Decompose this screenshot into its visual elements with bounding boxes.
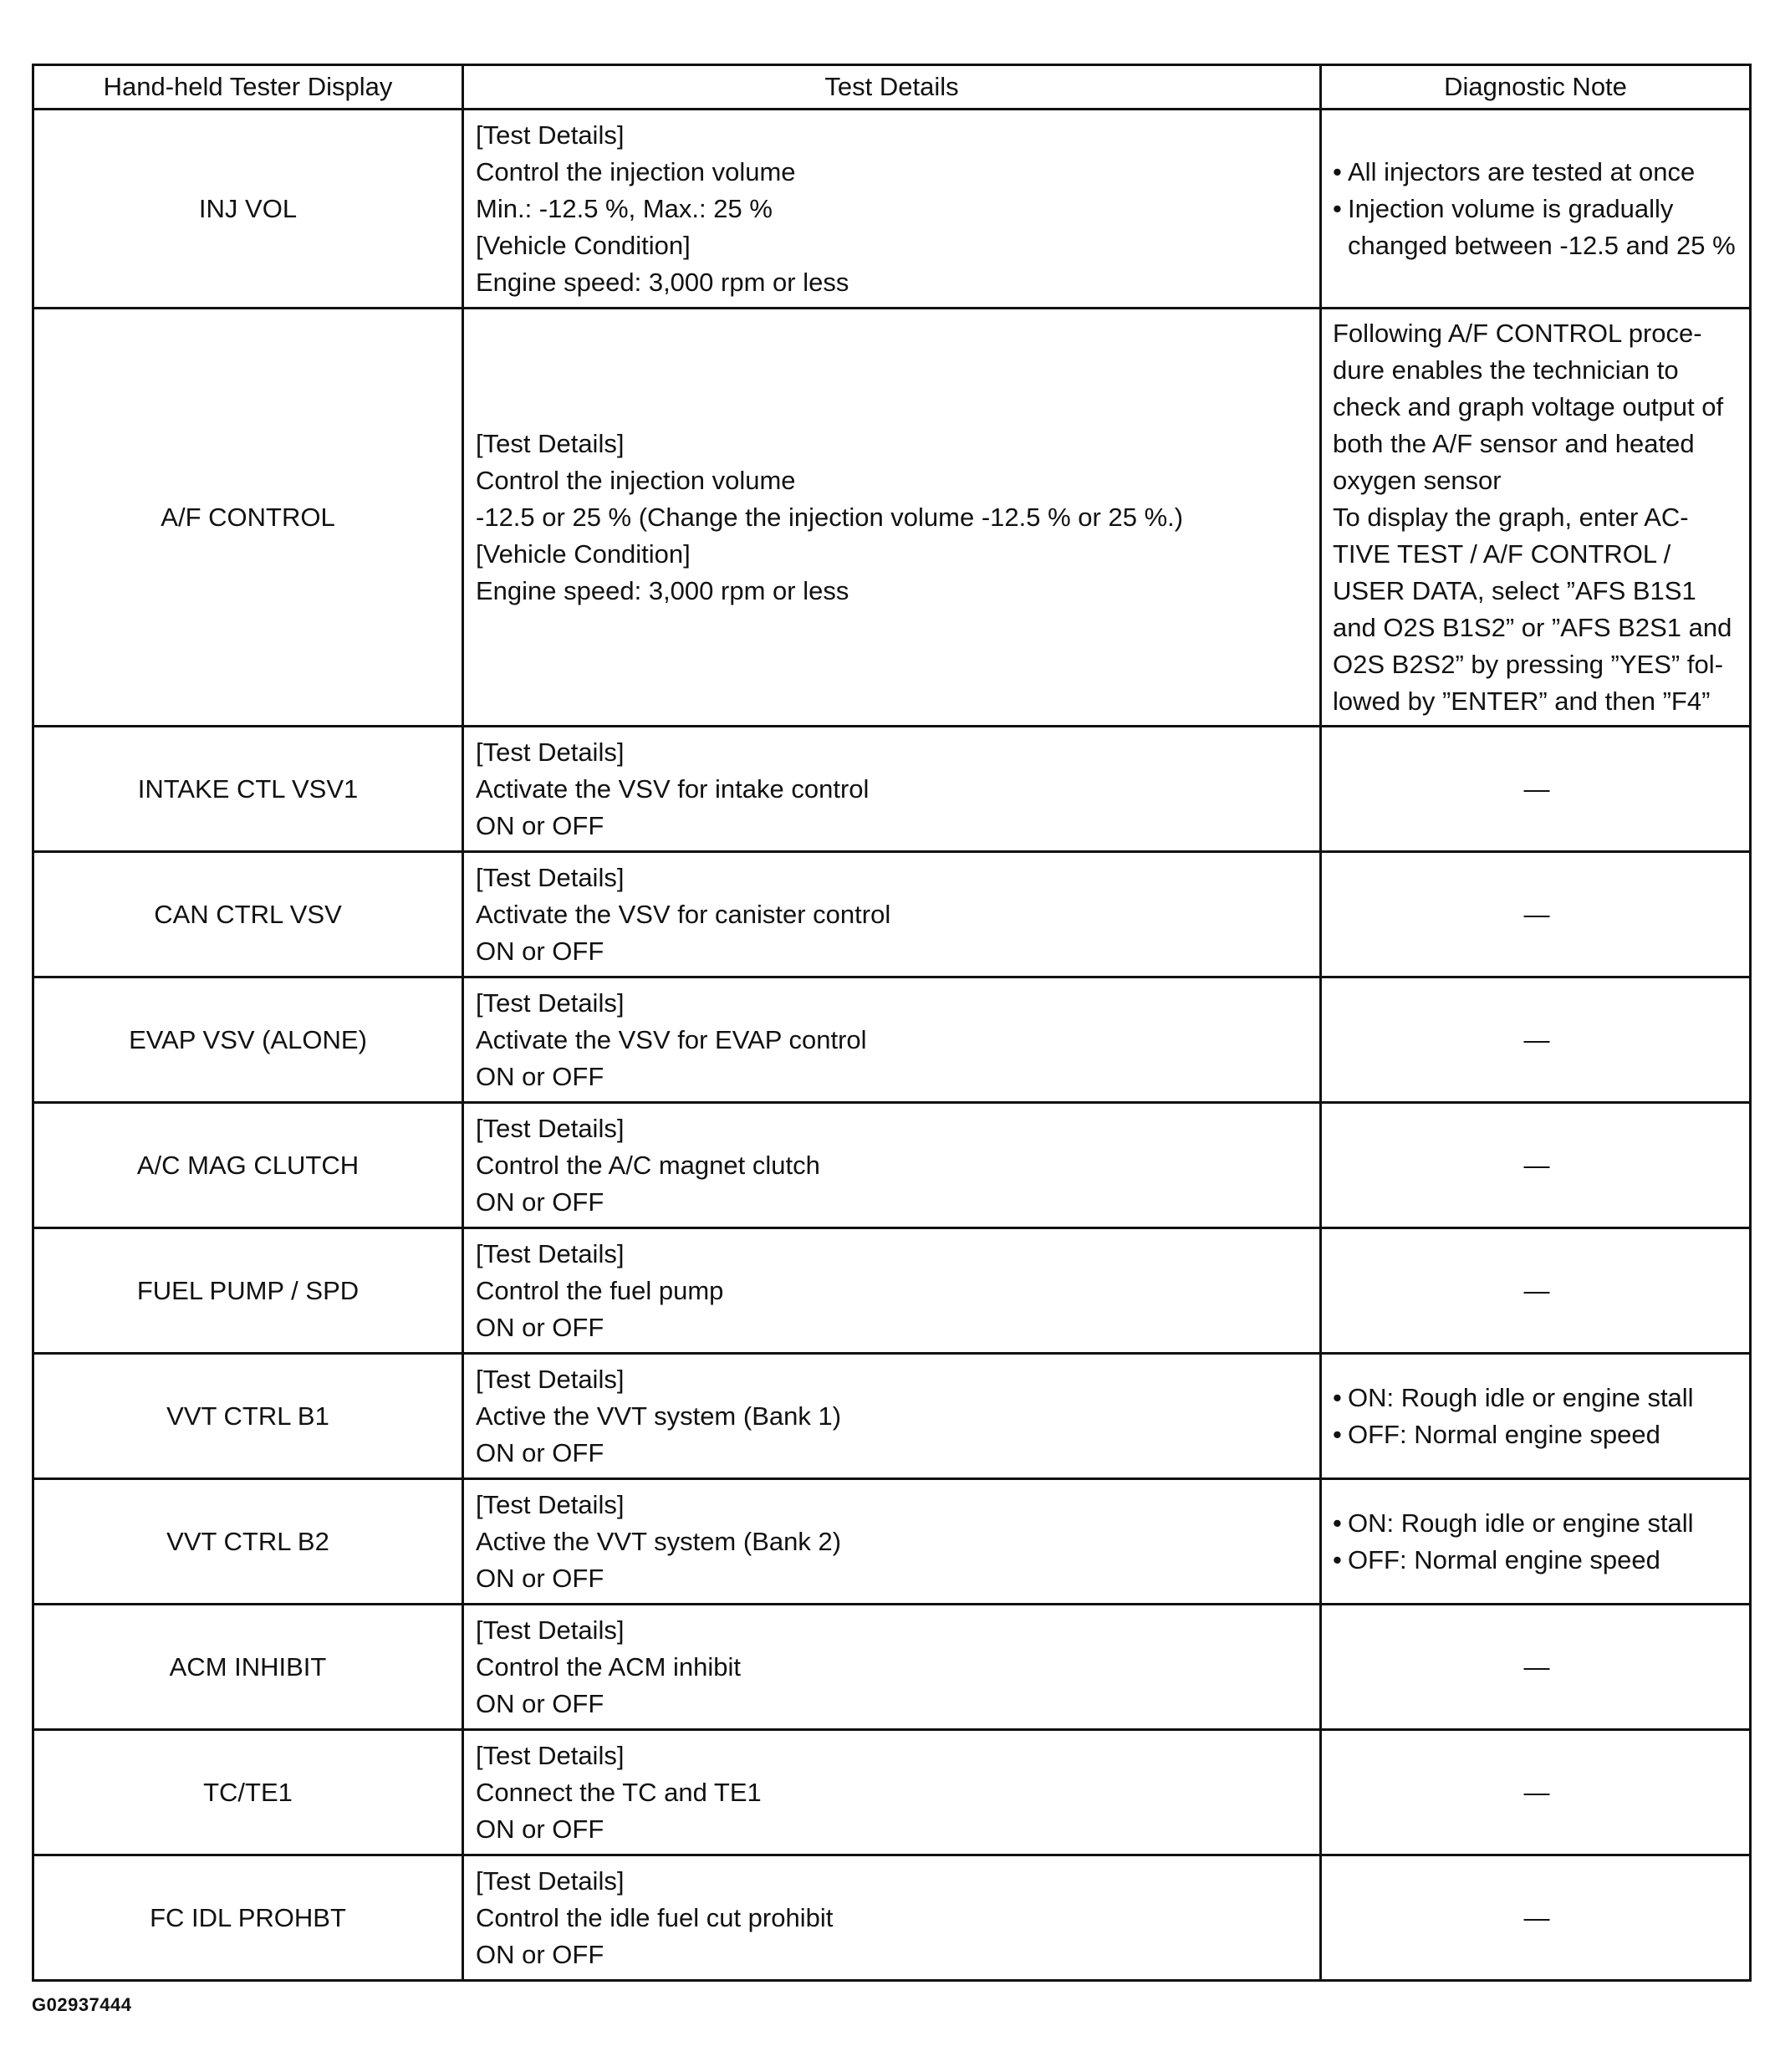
test-details-line: [Vehicle Condition] <box>476 538 691 569</box>
test-details-line: [Test Details] <box>476 1489 625 1519</box>
header-diagnostic-note: Diagnostic Note <box>1321 65 1751 110</box>
empty-note-dash: — <box>1523 1902 1550 1932</box>
empty-note-dash: — <box>1523 1024 1550 1054</box>
table-row <box>33 1730 1751 1855</box>
table-row <box>33 977 1751 1103</box>
diagnostic-note-line: dure enables the technician to <box>1333 355 1679 385</box>
test-details-cell <box>463 309 1321 727</box>
diagnostic-note-item: • OFF: Normal engine speed <box>1333 1416 1741 1453</box>
tester-display-cell: TC/TE1 <box>33 1730 463 1855</box>
test-details-line: ON or OFF <box>476 1312 604 1342</box>
table-row <box>33 1103 1751 1228</box>
test-details-cell <box>463 727 1321 852</box>
test-details-line: Control the idle fuel cut prohibit <box>476 1902 834 1932</box>
test-details-cell <box>463 1103 1321 1228</box>
test-details-line: Min.: -12.5 %, Max.: 25 % <box>476 193 773 223</box>
table-row <box>33 1605 1751 1730</box>
tester-display-cell: VVT CTRL B1 <box>33 1354 463 1479</box>
test-details-line: Control the fuel pump <box>476 1275 724 1305</box>
diagnostic-note-cell <box>1321 110 1751 309</box>
tester-display-cell: FUEL PUMP / SPD <box>33 1228 463 1354</box>
test-details-line: [Test Details] <box>476 1740 625 1770</box>
tester-display-cell: VVT CTRL B2 <box>33 1479 463 1605</box>
test-details-cell <box>463 1605 1321 1730</box>
tester-display-cell: FC IDL PROHBT <box>33 1855 463 1981</box>
table-row <box>33 1354 1751 1479</box>
test-details-line: ON or OFF <box>476 1437 604 1467</box>
test-details-line: Activate the VSV for canister control <box>476 899 891 929</box>
empty-note-dash: — <box>1523 1777 1550 1807</box>
test-details-line: ON or OFF <box>476 1939 604 1969</box>
active-test-table <box>32 64 1752 1982</box>
test-details-line: [Test Details] <box>476 428 625 458</box>
table-row <box>33 852 1751 977</box>
diagnostic-note-line: O2S B2S2” by pressing ”YES” fol- <box>1333 649 1723 679</box>
diagnostic-note-item: • ON: Rough idle or engine stall <box>1333 1380 1741 1416</box>
test-details-line: ON or OFF <box>476 1187 604 1217</box>
test-details-line: [Vehicle Condition] <box>476 230 691 260</box>
empty-note-dash: — <box>1523 1275 1550 1305</box>
table-row <box>33 1855 1751 1981</box>
empty-note-dash: — <box>1523 1150 1550 1180</box>
header-tester-display: Hand-held Tester Display <box>33 65 463 110</box>
test-details-line: ON or OFF <box>476 1563 604 1593</box>
table-row <box>33 110 1751 309</box>
tester-display-cell: A/C MAG CLUTCH <box>33 1103 463 1228</box>
test-details-cell <box>463 1354 1321 1479</box>
diagnostic-note-line: lowed by ”ENTER” and then ”F4” <box>1333 686 1711 716</box>
test-details-line: Active the VVT system (Bank 2) <box>476 1526 842 1556</box>
diagnostic-note-line: oxygen sensor <box>1333 465 1502 495</box>
diagnostic-note-cell <box>1321 977 1751 1103</box>
table-row <box>33 1228 1751 1354</box>
figure-id: G02937444 <box>32 1994 132 2015</box>
empty-note-dash: — <box>1523 773 1550 804</box>
test-details-line: Engine speed: 3,000 rpm or less <box>476 267 849 297</box>
diagnostic-note-cell <box>1321 1605 1751 1730</box>
diagnostic-note-cell <box>1321 1855 1751 1981</box>
diagnostic-note-item: • All injectors are tested at once <box>1333 154 1741 191</box>
test-details-line: -12.5 or 25 % (Change the injection volume -12.5 % or 25 %.) <box>476 502 1184 532</box>
empty-note-dash: — <box>1523 1651 1550 1682</box>
diagnostic-note-line: USER DATA, select ”AFS B1S1 <box>1333 575 1696 605</box>
diagnostic-note-line: Following A/F CONTROL proce- <box>1333 318 1702 348</box>
test-details-line: [Test Details] <box>476 1615 625 1645</box>
test-details-line: Control the injection volume <box>476 156 796 186</box>
diagnostic-note-line: TIVE TEST / A/F CONTROL / <box>1333 538 1671 569</box>
diagnostic-note-cell <box>1321 1479 1751 1605</box>
diagnostic-note-item: • ON: Rough idle or engine stall <box>1333 1505 1741 1542</box>
tester-display-cell: ACM INHIBIT <box>33 1605 463 1730</box>
tester-display-cell: A/F CONTROL <box>33 309 463 727</box>
table-row <box>33 727 1751 852</box>
diagnostic-note-line: check and graph voltage output of <box>1333 391 1724 421</box>
table-body <box>33 110 1751 1981</box>
diagnostic-note-cell <box>1321 1228 1751 1354</box>
test-details-cell <box>463 852 1321 977</box>
test-details-line: [Test Details] <box>476 988 625 1018</box>
diagnostic-note-line: and O2S B1S2” or ”AFS B2S1 and <box>1333 612 1732 642</box>
table-row <box>33 309 1751 727</box>
diagnostic-note-cell <box>1321 727 1751 852</box>
active-test-table-wrapper <box>32 64 1752 1982</box>
diagnostic-note-list <box>1333 1380 1741 1453</box>
tester-display-cell: EVAP VSV (ALONE) <box>33 977 463 1103</box>
test-details-line: [Test Details] <box>476 1865 625 1896</box>
test-details-line: ON or OFF <box>476 1688 604 1718</box>
empty-note-dash: — <box>1523 899 1550 929</box>
test-details-cell <box>463 1479 1321 1605</box>
test-details-line: ON or OFF <box>476 1061 604 1091</box>
test-details-line: Control the A/C magnet clutch <box>476 1150 820 1180</box>
test-details-line: [Test Details] <box>476 737 625 767</box>
table-row <box>33 1479 1751 1605</box>
diagnostic-note-cell <box>1321 309 1751 727</box>
diagnostic-note-list <box>1333 154 1741 264</box>
test-details-line: ON or OFF <box>476 936 604 966</box>
test-details-line: [Test Details] <box>476 862 625 892</box>
diagnostic-note-line: To display the graph, enter AC- <box>1333 502 1689 532</box>
test-details-line: ON or OFF <box>476 1814 604 1844</box>
diagnostic-note-item: • OFF: Normal engine speed <box>1333 1542 1741 1579</box>
table-header-row <box>33 65 1751 110</box>
tester-display-cell: INTAKE CTL VSV1 <box>33 727 463 852</box>
test-details-cell <box>463 1730 1321 1855</box>
test-details-line: Activate the VSV for EVAP control <box>476 1024 867 1054</box>
diagnostic-note-list <box>1333 1505 1741 1579</box>
diagnostic-note-item: • Injection volume is gradually changed between -12.5 and 25 % <box>1333 191 1741 264</box>
header-test-details: Test Details <box>463 65 1321 110</box>
test-details-cell <box>463 977 1321 1103</box>
test-details-cell <box>463 1228 1321 1354</box>
diagnostic-note-line: both the A/F sensor and heated <box>1333 428 1695 458</box>
diagnostic-note-cell <box>1321 1354 1751 1479</box>
test-details-line: Engine speed: 3,000 rpm or less <box>476 575 849 605</box>
test-details-cell <box>463 110 1321 309</box>
test-details-cell <box>463 1855 1321 1981</box>
tester-display-cell: CAN CTRL VSV <box>33 852 463 977</box>
test-details-line: [Test Details] <box>476 1238 625 1268</box>
diagnostic-note-cell <box>1321 1103 1751 1228</box>
test-details-line: Connect the TC and TE1 <box>476 1777 762 1807</box>
test-details-line: Active the VVT system (Bank 1) <box>476 1401 842 1431</box>
test-details-line: [Test Details] <box>476 1113 625 1143</box>
test-details-line: [Test Details] <box>476 1364 625 1394</box>
test-details-line: Control the ACM inhibit <box>476 1651 742 1682</box>
test-details-line: ON or OFF <box>476 810 604 840</box>
test-details-line: Activate the VSV for intake control <box>476 773 870 804</box>
diagnostic-note-cell <box>1321 1730 1751 1855</box>
tester-display-cell: INJ VOL <box>33 110 463 309</box>
test-details-line: [Test Details] <box>476 120 625 150</box>
diagnostic-note-cell <box>1321 852 1751 977</box>
test-details-line: Control the injection volume <box>476 465 796 495</box>
